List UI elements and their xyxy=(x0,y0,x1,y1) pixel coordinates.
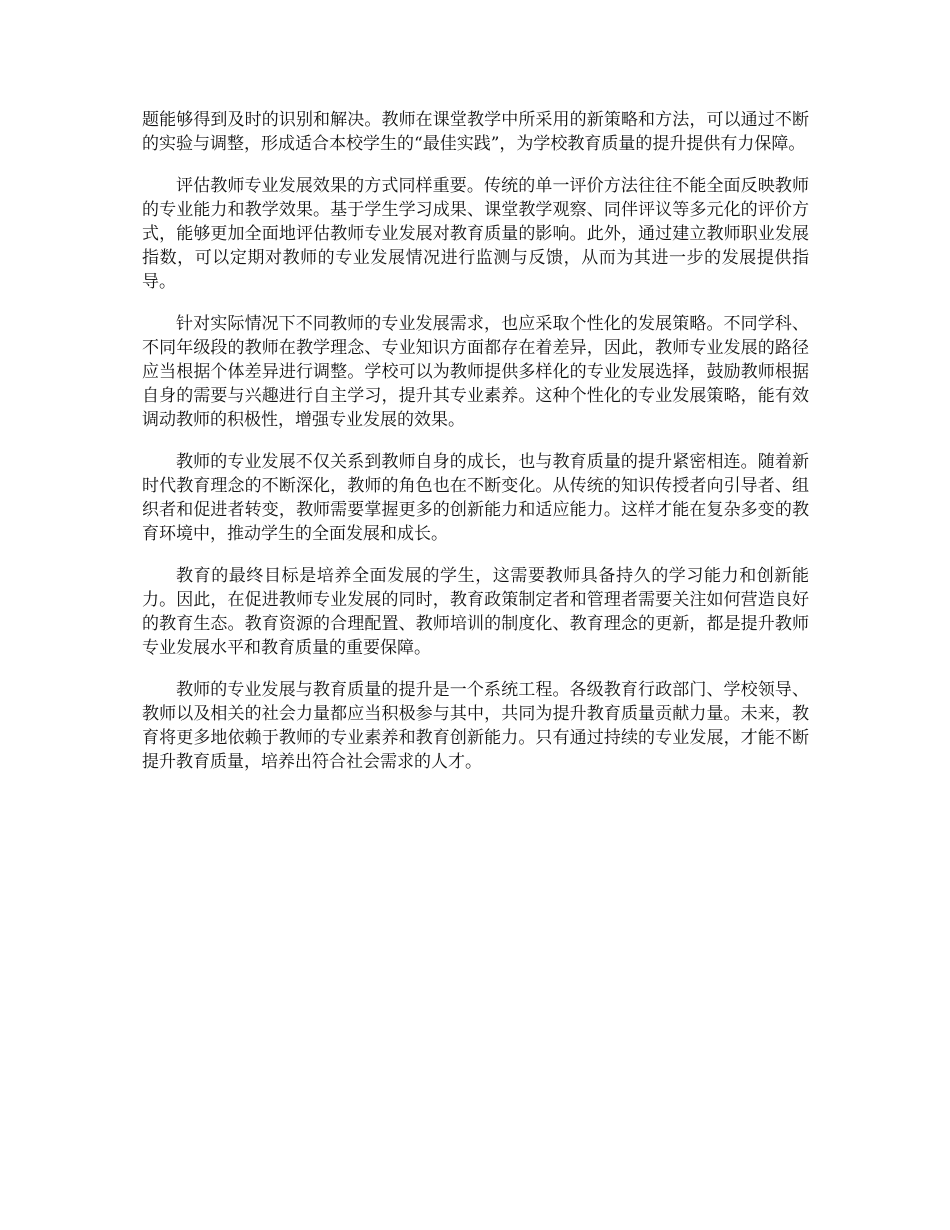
paragraph-3: 针对实际情况下不同教师的专业发展需求，也应采取个性化的发展策略。不同学科、不同年级段的教师在教学理念、专业知识方面都存在着差异，因此，教师专业发展的路径应当根据个体差异进行调整。学校可以为教师提供多样化的专业发展选择，鼓励教师根据自身的需要与兴趣进行自主学习，提升其专业素养。这种个性化的专业发展策略，能有效调动教师的积极性，增强专业发展的效果。 xyxy=(142,314,809,430)
paragraph-4: 教师的专业发展不仅关系到教师自身的成长，也与教育质量的提升紧密相连。随着新时代教育理念的不断深化，教师的角色也在不断变化。从传统的知识传授者向引导者、组织者和促进者转变，教师需要掌握更多的创新能力和适应能力。这样才能在复杂多变的教育环境中，推动学生的全面发展和成长。 xyxy=(142,452,809,544)
paragraph-1: 题能够得到及时的识别和解决。教师在课堂教学中所采用的新策略和方法，可以通过不断的实验与调整，形成适合本校学生的“最佳实践”，为学校教育质量的提升提供有力保障。 xyxy=(142,110,809,154)
paragraph-6: 教师的专业发展与教育质量的提升是一个系统工程。各级教育行政部门、学校领导、教师以及相关的社会力量都应当积极参与其中，共同为提升教育质量贡献力量。未来，教育将更多地依赖于教师的专业素养和教育创新能力。只有通过持续的专业发展，才能不断提升教育质量，培养出符合社会需求的人才。 xyxy=(142,680,809,772)
document-body xyxy=(142,108,809,792)
paragraph-2: 评估教师专业发展效果的方式同样重要。传统的单一评价方法往往不能全面反映教师的专业能力和教学效果。基于学生学习成果、课堂教学观察、同伴评议等多元化的评价方式，能够更加全面地评估教师专业发展对教育质量的影响。此外，通过建立教师职业发展指数，可以定期对教师的专业发展情况进行监测与反馈，从而为其进一步的发展提供指导。 xyxy=(142,176,809,292)
paragraph-5: 教育的最终目标是培养全面发展的学生，这需要教师具备持久的学习能力和创新能力。因此，在促进教师专业发展的同时，教育政策制定者和管理者需要关注如何营造良好的教育生态。教育资源的合理配置、教师培训的制度化、教育理念的更新，都是提升教师专业发展水平和教育质量的重要保障。 xyxy=(142,566,809,658)
